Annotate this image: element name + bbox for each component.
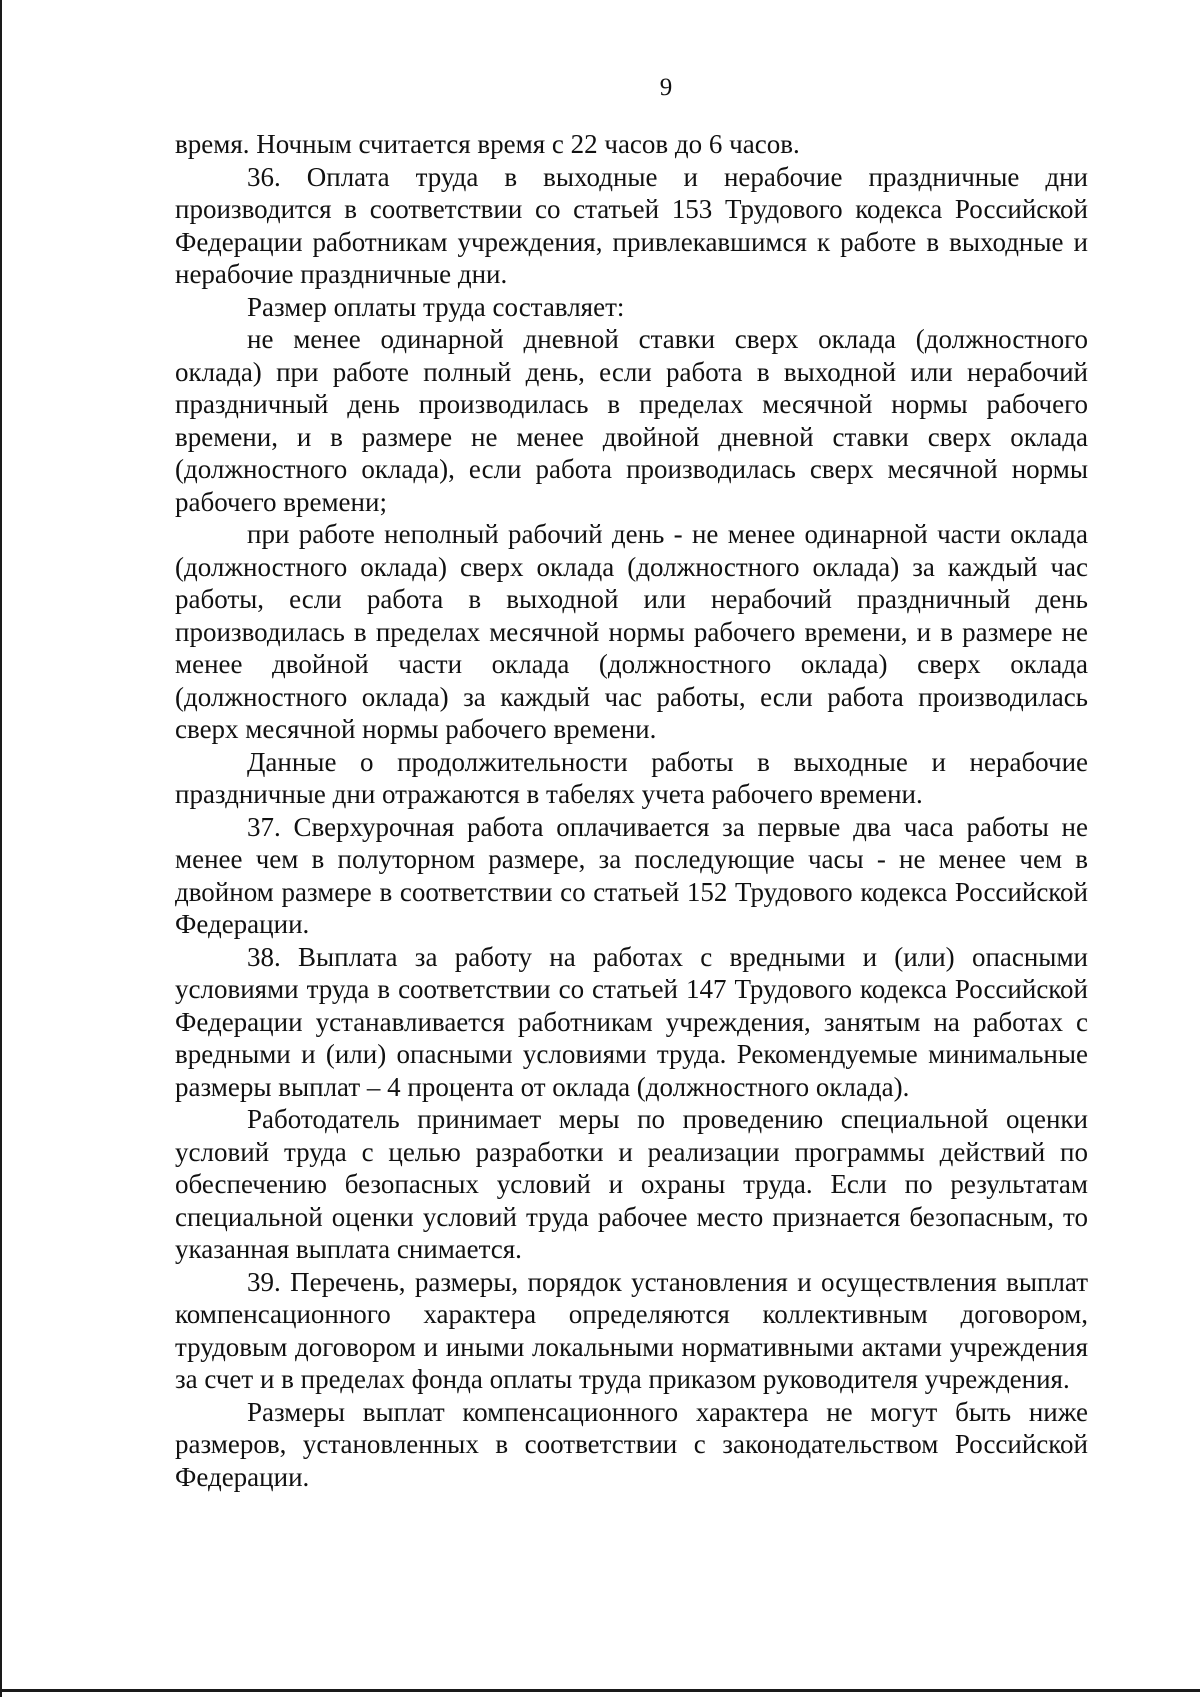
paragraph-full-day-rate: не менее одинарной дневной ставки сверх оклада (должностного оклада) при работе полный день, если работа в выходной или нерабочий праздничный день производилась в пределах месячной нормы рабочего времени, и в размере не менее двойной дневной ставки сверх оклада (должностного оклада), если работа производилась сверх месячной нормы рабочего времени;	[175, 324, 1088, 517]
paragraph-item-36: 36. Оплата труда в выходные и нерабочие праздничные дни производится в соответствии со статьей 153 Трудового кодекса Российской Федерации работникам учреждения, привлекавшимся к работе в выходные и нерабочие праздничные дни.	[175, 161, 1088, 289]
paragraph-timesheet-data: Данные о продолжительности работы в выходные и нерабочие праздничные дни отражаются в табелях учета рабочего времени.	[175, 746, 1088, 809]
paragraph-item-39: 39. Перечень, размеры, порядок установления и осуществления выплат компенсационного характера определяются коллективным договором, трудовым договором и иными локальными нормативными актами учреждения за счет и в пределах фонда оплаты труда приказом руководителя учреждения.	[175, 1266, 1088, 1394]
paragraph-part-day-rate: при работе неполный рабочий день - не менее одинарной части оклада (должностного оклада) сверх оклада (должностного оклада) за каждый час работы, если работа в выходной или нерабочий праздничный день производилась в пределах месячной нормы рабочего времени, и в размере не менее двойной части оклада (должностного оклада) сверх оклада (должностного оклада) за каждый час работы, если работа производилась сверх месячной нормы рабочего времени.	[175, 519, 1088, 744]
paragraph-special-assessment: Работодатель принимает меры по проведению специальной оценки условий труда с целью разработки и реализации программы действий по обеспечению безопасных условий и охраны труда. Если по результатам специальной оценки условий труда рабочее место признается безопасным, то указанная выплата снимается.	[175, 1104, 1088, 1264]
document-body	[175, 128, 1088, 1493]
paragraph-compensation-minimum: Размеры выплат компенсационного характера не могут быть ниже размеров, установленных в соответствии с законодательством Российской Федерации.	[175, 1396, 1088, 1492]
paragraph-item-38: 38. Выплата за работу на работах с вредными и (или) опасными условиями труда в соответствии со статьей 147 Трудового кодекса Российской Федерации устанавливается работникам учреждения, занятым на работах с вредными и (или) опасными условиями труда. Рекомендуемые минимальные размеры выплат – 4 процента от оклада (должностного оклада).	[175, 941, 1088, 1102]
paragraph-pay-amount-intro: Размер оплаты труда составляет:	[247, 291, 625, 322]
scan-edge-left	[0, 0, 2, 1697]
page-number: 9	[659, 74, 673, 101]
paragraph-continuation: время. Ночным считается время с 22 часов до 6 часов.	[175, 129, 800, 159]
scan-edge-bottom	[0, 1689, 1200, 1692]
paragraph-item-37: 37. Сверхурочная работа оплачивается за первые два часа работы не менее чем в полуторном размере, за последующие часы - не менее чем в двойном размере в соответствии со статьей 152 Трудового кодекса Российской Федерации.	[175, 811, 1088, 939]
